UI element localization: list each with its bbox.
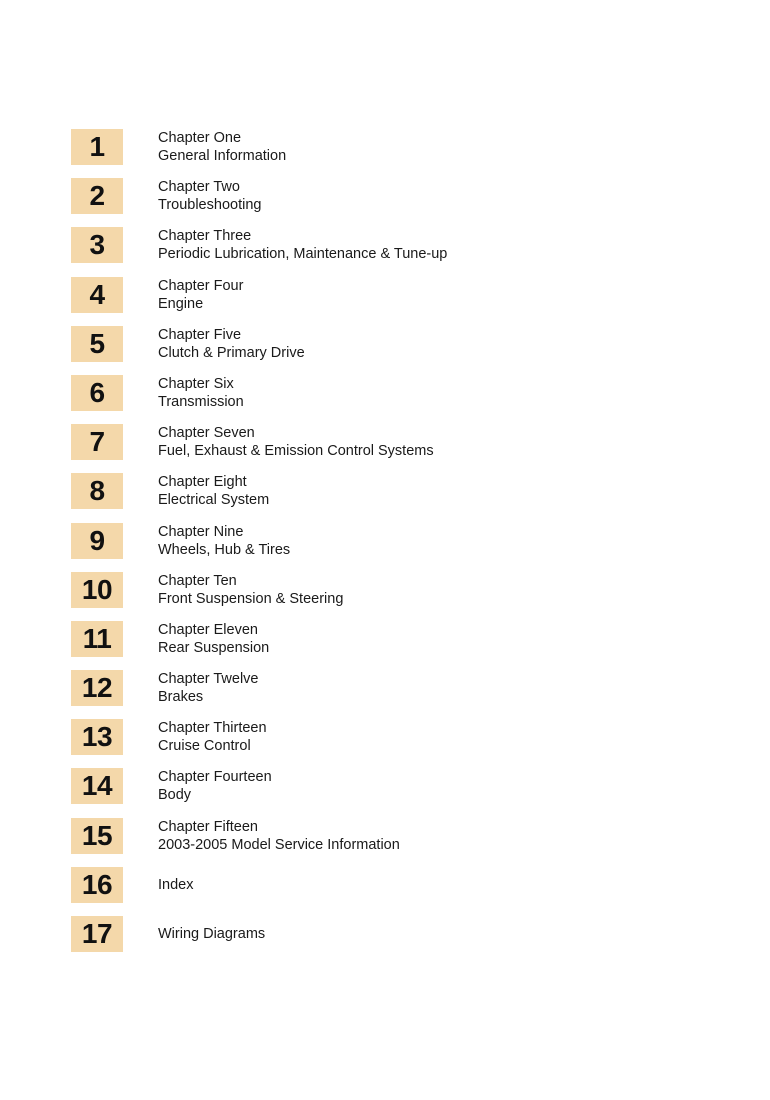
chapter-label: Chapter Fourteen bbox=[158, 769, 272, 786]
chapter-title[interactable]: Body bbox=[158, 787, 192, 804]
toc-entry-11[interactable] bbox=[71, 621, 711, 657]
chapter-title[interactable]: Troubleshooting bbox=[158, 197, 262, 214]
toc-entry-17[interactable] bbox=[71, 916, 711, 952]
chapter-label: Chapter Eleven bbox=[158, 621, 258, 638]
chapter-title[interactable]: Cruise Control bbox=[158, 738, 251, 755]
chapter-title[interactable]: Rear Suspension bbox=[158, 639, 270, 656]
chapter-title[interactable]: Engine bbox=[158, 295, 204, 312]
entry-text bbox=[158, 670, 258, 706]
chapter-label: Chapter Nine bbox=[158, 523, 244, 540]
chapter-tab-15[interactable]: 15 bbox=[71, 818, 123, 854]
chapter-label: Chapter Three bbox=[158, 228, 252, 245]
toc-entry-15[interactable] bbox=[71, 818, 711, 854]
toc-entry-5[interactable] bbox=[71, 326, 711, 362]
chapter-title[interactable]: Front Suspension & Steering bbox=[158, 590, 344, 607]
chapter-tab-14[interactable]: 14 bbox=[71, 768, 123, 804]
chapter-label: Chapter Twelve bbox=[158, 671, 259, 688]
entry-text bbox=[158, 572, 343, 608]
toc-entry-6[interactable] bbox=[71, 375, 711, 411]
chapter-tab-5[interactable]: 5 bbox=[71, 326, 123, 362]
chapter-label: Chapter Ten bbox=[158, 572, 237, 589]
chapter-label: Chapter Seven bbox=[158, 425, 255, 442]
toc-entry-8[interactable] bbox=[71, 473, 711, 509]
chapter-title[interactable]: Periodic Lubrication, Maintenance & Tune-up bbox=[158, 246, 448, 263]
entry-text bbox=[158, 129, 286, 165]
chapter-tab-17[interactable]: 17 bbox=[71, 916, 123, 952]
entry-text bbox=[158, 719, 267, 755]
chapter-title[interactable]: Electrical System bbox=[158, 492, 270, 509]
chapter-label: Chapter One bbox=[158, 130, 242, 146]
chapter-tab-1[interactable]: 1 bbox=[71, 129, 123, 165]
toc-entry-1[interactable] bbox=[71, 129, 711, 165]
entry-text bbox=[158, 178, 261, 214]
chapter-tab-13[interactable]: 13 bbox=[71, 719, 123, 755]
chapter-tab-10[interactable]: 10 bbox=[71, 572, 123, 608]
chapter-title[interactable]: 2003-2005 Model Service Information bbox=[158, 836, 400, 853]
entry-text bbox=[158, 818, 400, 854]
entry-text bbox=[158, 326, 305, 362]
chapter-title[interactable]: General Information bbox=[158, 148, 287, 164]
toc-entry-4[interactable] bbox=[71, 277, 711, 313]
chapter-tab-7[interactable]: 7 bbox=[71, 424, 123, 460]
chapter-tab-2[interactable]: 2 bbox=[71, 178, 123, 214]
chapter-title[interactable]: Fuel, Exhaust & Emission Control Systems bbox=[158, 443, 434, 460]
chapter-label: Chapter Two bbox=[158, 179, 240, 196]
chapter-title[interactable]: Wheels, Hub & Tires bbox=[158, 541, 291, 558]
entry-text bbox=[158, 768, 272, 804]
chapter-tab-9[interactable]: 9 bbox=[71, 523, 123, 559]
chapter-title[interactable]: Clutch & Primary Drive bbox=[158, 344, 305, 361]
chapter-tab-16[interactable]: 16 bbox=[71, 867, 123, 903]
toc-entry-13[interactable] bbox=[71, 719, 711, 755]
chapter-tab-11[interactable]: 11 bbox=[71, 621, 123, 657]
entry-text bbox=[158, 473, 269, 509]
toc-entry-7[interactable] bbox=[71, 424, 711, 460]
toc-entry-2[interactable] bbox=[71, 178, 711, 214]
entry-text bbox=[158, 375, 244, 411]
entry-text bbox=[158, 876, 193, 894]
entry-text bbox=[158, 227, 447, 263]
entry-text bbox=[158, 277, 243, 313]
table-of-contents bbox=[71, 129, 711, 965]
entry-text bbox=[158, 424, 434, 460]
toc-entry-9[interactable] bbox=[71, 523, 711, 559]
chapter-label: Chapter Fifteen bbox=[158, 818, 258, 835]
chapter-tab-3[interactable]: 3 bbox=[71, 227, 123, 263]
chapter-tab-12[interactable]: 12 bbox=[71, 670, 123, 706]
chapter-tab-6[interactable]: 6 bbox=[71, 375, 123, 411]
toc-entry-14[interactable] bbox=[71, 768, 711, 804]
entry-text bbox=[158, 621, 269, 657]
entry-text bbox=[158, 925, 265, 943]
chapter-tab-4[interactable]: 4 bbox=[71, 277, 123, 313]
chapter-label: Chapter Four bbox=[158, 277, 244, 294]
chapter-label: Chapter Six bbox=[158, 375, 234, 392]
chapter-title[interactable]: Brakes bbox=[158, 689, 204, 706]
chapter-label: Chapter Five bbox=[158, 326, 242, 343]
chapter-title[interactable]: Transmission bbox=[158, 393, 244, 410]
chapter-label: Chapter Eight bbox=[158, 474, 247, 491]
toc-entry-3[interactable] bbox=[71, 227, 711, 263]
toc-entry-16[interactable] bbox=[71, 867, 711, 903]
chapter-title[interactable]: Index bbox=[158, 876, 194, 893]
chapter-label: Chapter Thirteen bbox=[158, 720, 267, 737]
chapter-tab-8[interactable]: 8 bbox=[71, 473, 123, 509]
chapter-title[interactable]: Wiring Diagrams bbox=[158, 926, 266, 942]
toc-entry-12[interactable] bbox=[71, 670, 711, 706]
entry-text bbox=[158, 523, 290, 559]
toc-entry-10[interactable] bbox=[71, 572, 711, 608]
